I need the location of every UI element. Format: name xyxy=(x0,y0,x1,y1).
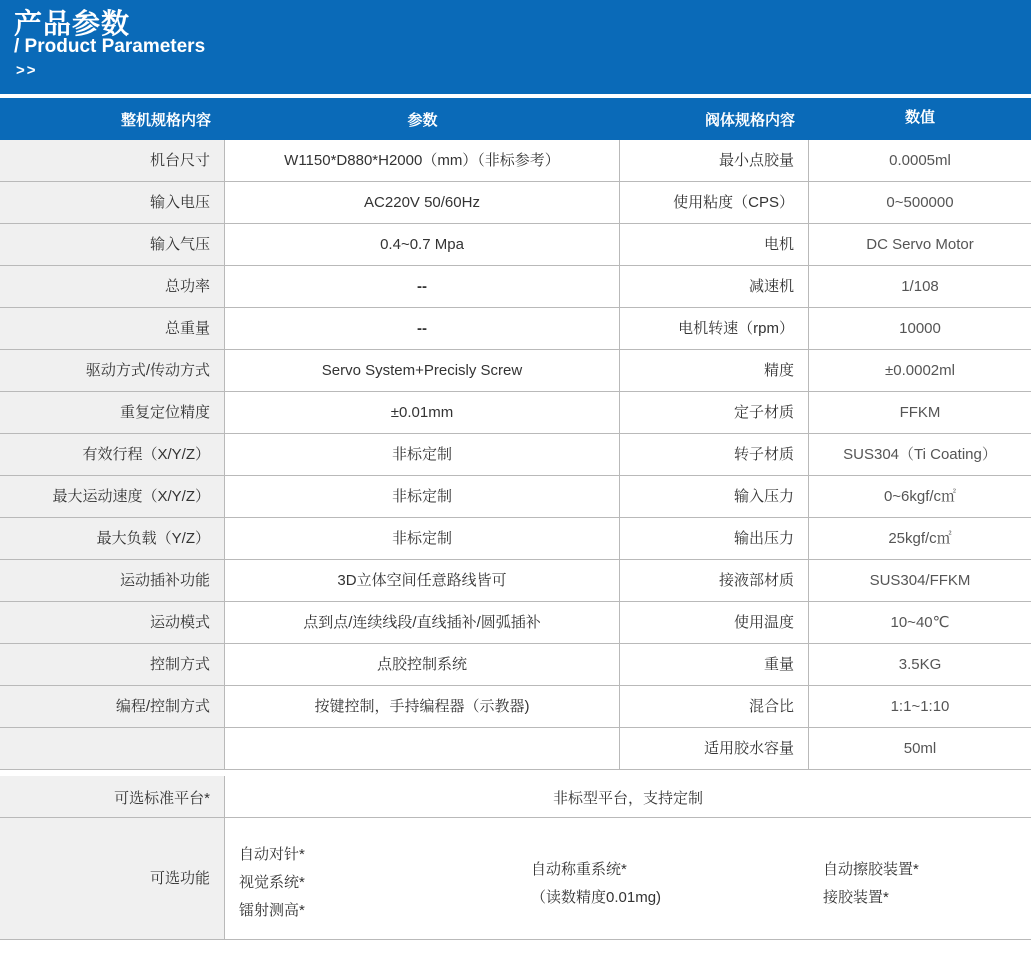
param-value: -- xyxy=(225,308,620,349)
page-header xyxy=(0,0,1031,94)
param-value: AC220V 50/60Hz xyxy=(225,182,620,223)
valve-spec-label: 重量 xyxy=(620,644,809,685)
valve-value: SUS304（Ti Coating） xyxy=(843,446,997,463)
spec-label: 编程/控制方式 xyxy=(0,686,225,727)
valve-value: 3.5KG xyxy=(898,656,942,673)
table-row xyxy=(0,476,1031,518)
table-row xyxy=(0,308,1031,350)
param-value: 非标定制 xyxy=(225,476,620,517)
valve-value: 25kgf/c㎡ xyxy=(888,530,952,547)
options-label: 可选功能 xyxy=(0,818,225,939)
option-item: 镭射测高* xyxy=(239,902,305,919)
valve-value: 0~6kgf/c㎡ xyxy=(883,488,957,505)
valve-spec-label: 输出压力 xyxy=(620,518,809,559)
valve-value: 0~500000 xyxy=(886,194,954,211)
table-header xyxy=(0,98,1031,140)
valve-spec-label: 定子材质 xyxy=(620,392,809,433)
option-item: 自动擦胶装置* xyxy=(823,861,919,878)
double-chevron-icon: >> xyxy=(16,62,38,79)
valve-spec-label: 使用粘度（CPS） xyxy=(620,182,809,223)
param-value: W1150*D880*H2000（mm）（非标参考） xyxy=(225,140,620,181)
table-row xyxy=(0,266,1031,308)
option-item: 视觉系统* xyxy=(239,874,305,891)
table-row xyxy=(0,392,1031,434)
spec-label: 机台尺寸 xyxy=(0,140,225,181)
platform-label: 可选标准平台* xyxy=(0,776,225,817)
param-value: -- xyxy=(225,266,620,307)
column-header-param: 参数 xyxy=(407,112,438,129)
table-row xyxy=(0,602,1031,644)
param-value: 非标定制 xyxy=(225,518,620,559)
valve-value: 1:1~1:10 xyxy=(890,698,950,715)
table-row xyxy=(0,644,1031,686)
option-item: 自动对针* xyxy=(239,846,305,863)
param-value xyxy=(225,728,620,769)
page-subtitle: / Product Parameters xyxy=(14,36,206,57)
param-value: 点胶控制系统 xyxy=(225,644,620,685)
valve-spec-label: 转子材质 xyxy=(620,434,809,475)
spec-label: 总功率 xyxy=(0,266,225,307)
spec-label xyxy=(0,728,225,769)
page-title: 产品参数 xyxy=(14,8,131,39)
table-row xyxy=(0,686,1031,728)
valve-spec-label: 最小点胶量 xyxy=(620,140,809,181)
platform-row xyxy=(0,776,1031,818)
param-value: 3D立体空间任意路线皆可 xyxy=(225,560,620,601)
spec-label: 输入气压 xyxy=(0,224,225,265)
table-row xyxy=(0,350,1031,392)
spec-label: 最大负载（Y/Z） xyxy=(0,518,225,559)
table-row xyxy=(0,140,1031,182)
table-row xyxy=(0,224,1031,266)
valve-value: 10000 xyxy=(899,320,941,337)
options-row xyxy=(0,818,1031,940)
spec-label: 输入电压 xyxy=(0,182,225,223)
table-row xyxy=(0,518,1031,560)
table-row xyxy=(0,182,1031,224)
valve-spec-label: 减速机 xyxy=(620,266,809,307)
spec-label: 重复定位精度 xyxy=(0,392,225,433)
table-row xyxy=(0,434,1031,476)
valve-value: SUS304/FFKM xyxy=(869,572,971,589)
platform-value: 非标型平台，支持定制 xyxy=(552,790,703,807)
param-value: Servo System+Precisly Screw xyxy=(225,350,620,391)
valve-spec-label: 输入压力 xyxy=(620,476,809,517)
spec-label: 运动模式 xyxy=(0,602,225,643)
column-header-valve-spec: 阀体规格内容 xyxy=(704,112,795,129)
valve-spec-label: 使用温度 xyxy=(620,602,809,643)
param-value: 点到点/连续线段/直线插补/圆弧插补 xyxy=(225,602,620,643)
spec-label: 有效行程（X/Y/Z） xyxy=(0,434,225,475)
valve-spec-label: 电机 xyxy=(620,224,809,265)
param-value: 按键控制，手持编程器（示教器) xyxy=(225,686,620,727)
table-row xyxy=(0,728,1031,770)
valve-spec-label: 电机转速（rpm） xyxy=(620,308,809,349)
valve-value: ±0.0002ml xyxy=(885,362,955,379)
valve-value: DC Servo Motor xyxy=(866,236,974,253)
valve-value: FFKM xyxy=(899,404,941,421)
valve-value: 0.0005ml xyxy=(889,152,951,169)
valve-spec-label: 精度 xyxy=(620,350,809,391)
valve-value: 1/108 xyxy=(901,278,939,295)
valve-spec-label: 适用胶水容量 xyxy=(620,728,809,769)
spec-label: 最大运动速度（X/Y/Z） xyxy=(0,476,225,517)
spec-label: 运动插补功能 xyxy=(0,560,225,601)
spec-label: 控制方式 xyxy=(0,644,225,685)
valve-value: 50ml xyxy=(903,740,937,757)
param-value: 0.4~0.7 Mpa xyxy=(225,224,620,265)
spec-label: 驱动方式/传动方式 xyxy=(0,350,225,391)
option-item: 接胶装置* xyxy=(823,889,889,906)
valve-value: 10~40℃ xyxy=(890,614,950,631)
option-note: （读数精度0.01mg) xyxy=(531,889,662,906)
param-value: 非标定制 xyxy=(225,434,620,475)
valve-spec-label: 混合比 xyxy=(620,686,809,727)
column-header-value: 数值 xyxy=(904,109,935,126)
option-item: 自动称重系统* xyxy=(531,861,627,878)
column-header-spec: 整机规格内容 xyxy=(120,112,211,129)
spec-label: 总重量 xyxy=(0,308,225,349)
param-value: ±0.01mm xyxy=(225,392,620,433)
table-row xyxy=(0,560,1031,602)
valve-spec-label: 接液部材质 xyxy=(620,560,809,601)
